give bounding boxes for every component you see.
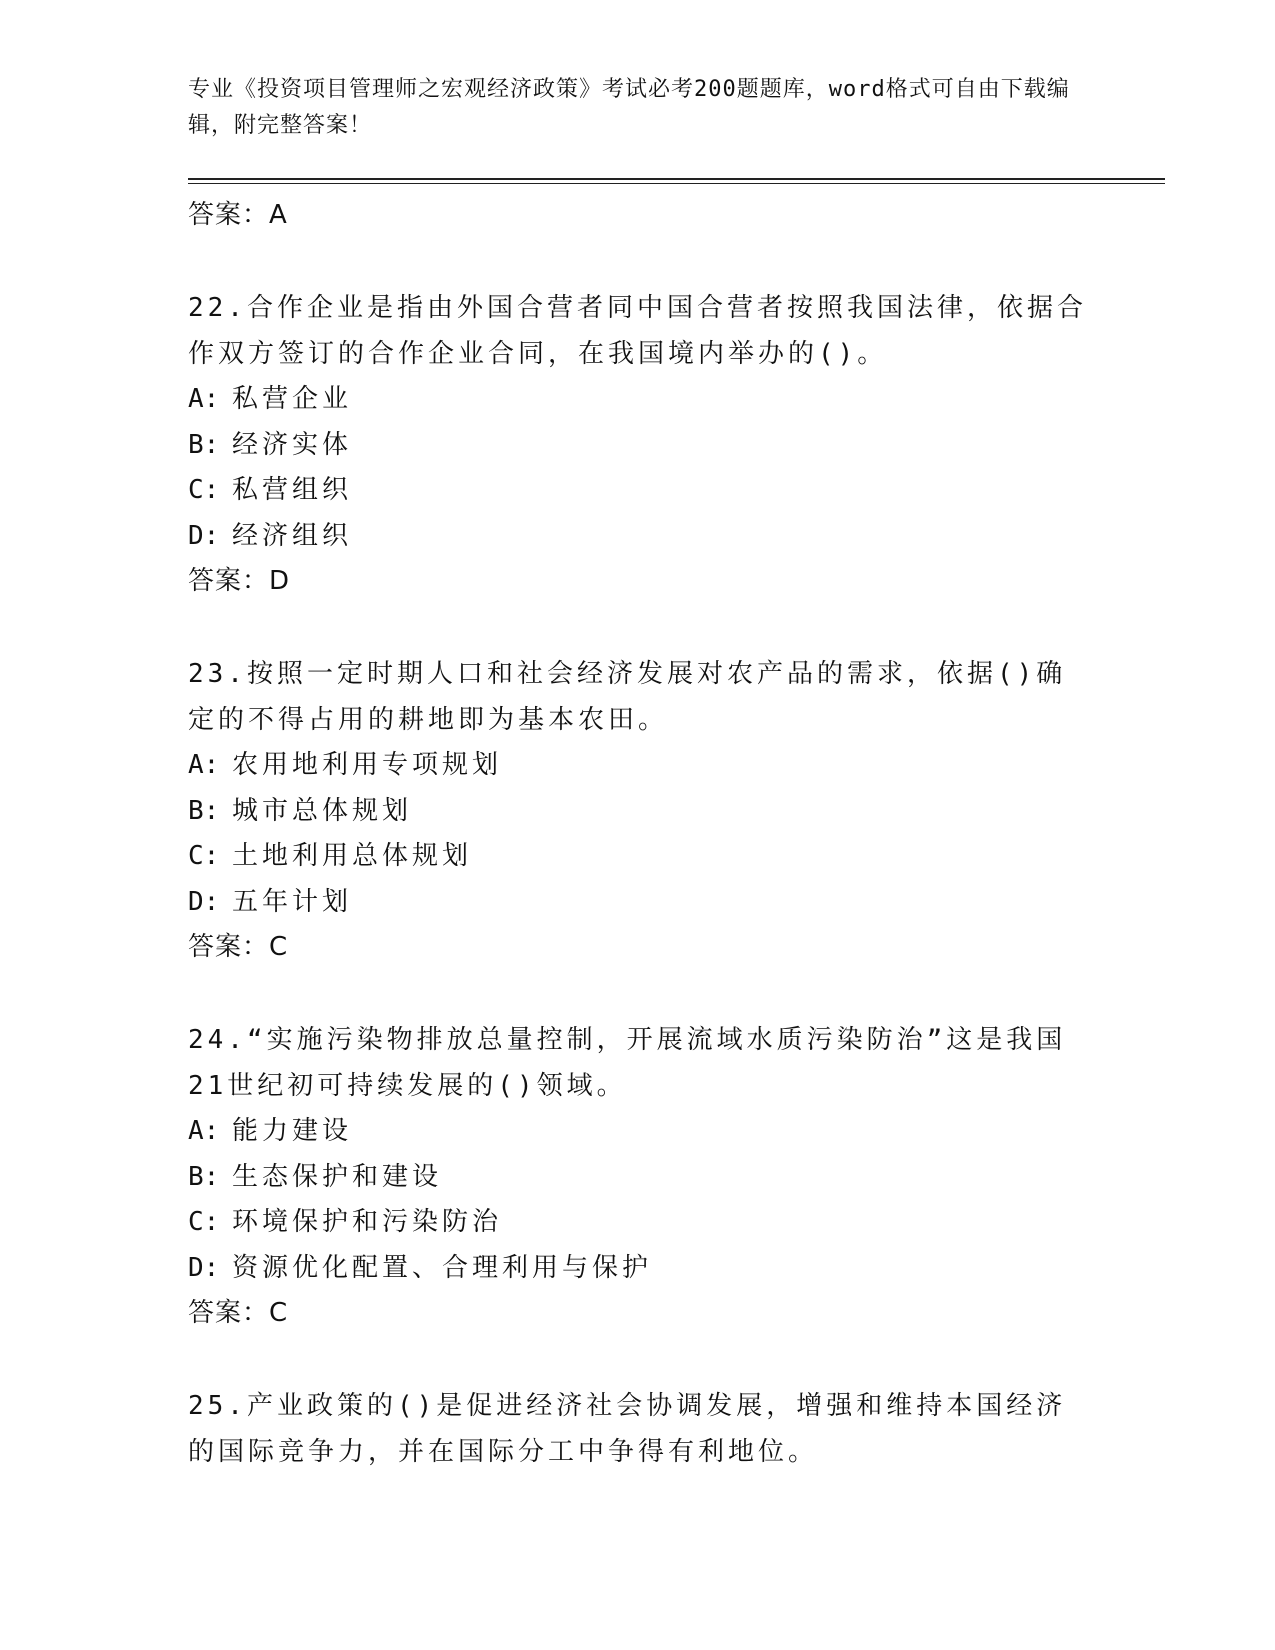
option-c <box>188 834 1088 880</box>
option-b <box>188 1155 1088 1201</box>
option-text: 经济组织 <box>232 520 353 551</box>
question-text: 24.“实施污染物排放总量控制，开展流域水质污染防治”这是我国21世纪初可持续发展的()领域。 <box>188 1025 1067 1101</box>
option-text: 城市总体规划 <box>232 795 413 826</box>
option-a <box>188 743 1088 789</box>
question-list <box>188 193 1088 1475</box>
option-letter: A: <box>188 1116 220 1146</box>
option-letter: B: <box>188 429 220 460</box>
option-text: 土地利用总体规划 <box>232 841 473 871</box>
option-a <box>188 377 1088 423</box>
option-letter: C: <box>188 1207 220 1237</box>
answer-line: 答案：C <box>188 932 289 962</box>
answer-line: 答案：C <box>188 1298 289 1328</box>
option-c <box>188 468 1088 514</box>
option-text: 经济实体 <box>232 429 353 460</box>
option-d <box>188 880 1088 926</box>
option-letter: D: <box>188 886 220 917</box>
option-letter: A: <box>188 750 220 780</box>
option-b <box>188 423 1088 469</box>
question-text: 23.按照一定时期人口和社会经济发展对农产品的需求，依据()确定的不得占用的耕地即为基本农田。 <box>188 659 1067 735</box>
option-b <box>188 789 1088 835</box>
option-letter: C: <box>188 841 220 871</box>
question-23 <box>188 651 1088 969</box>
document-header: 专业《投资项目管理师之宏观经济政策》考试必考200题题库，word格式可自由下载编辑，附完整答案！ <box>188 77 1070 138</box>
option-letter: D: <box>188 1252 220 1283</box>
question-text: 22.合作企业是指由外国合营者同中国合营者按照我国法律，依据合作双方签订的合作企业合同，在我国境内举办的()。 <box>188 293 1087 369</box>
option-text: 生态保护和建设 <box>232 1161 443 1192</box>
header-divider-thin <box>188 183 1165 184</box>
option-d <box>188 1246 1088 1292</box>
option-text: 能力建设 <box>232 1116 353 1146</box>
option-letter: D: <box>188 520 220 551</box>
option-text: 农用地利用专项规划 <box>232 750 503 780</box>
option-c <box>188 1200 1088 1246</box>
option-text: 私营企业 <box>232 384 353 414</box>
question-22 <box>188 285 1088 603</box>
option-text: 私营组织 <box>232 475 353 505</box>
option-a <box>188 1109 1088 1155</box>
option-text: 五年计划 <box>232 886 353 917</box>
answer-line: 答案：D <box>188 566 291 596</box>
question-24 <box>188 1017 1088 1335</box>
header-divider-thick <box>188 178 1165 180</box>
option-letter: B: <box>188 795 220 826</box>
option-letter: B: <box>188 1161 220 1192</box>
question-25 <box>188 1383 1088 1475</box>
option-d <box>188 514 1088 560</box>
option-text: 环境保护和污染防治 <box>232 1207 503 1237</box>
option-letter: C: <box>188 475 220 505</box>
answer-line: 答案：A <box>188 200 288 230</box>
option-letter: A: <box>188 384 220 414</box>
option-text: 资源优化配置、合理利用与保护 <box>232 1252 653 1283</box>
question-text: 25.产业政策的()是促进经济社会协调发展，增强和维持本国经济的国际竞争力，并在国际分工中争得有利地位。 <box>188 1391 1067 1467</box>
